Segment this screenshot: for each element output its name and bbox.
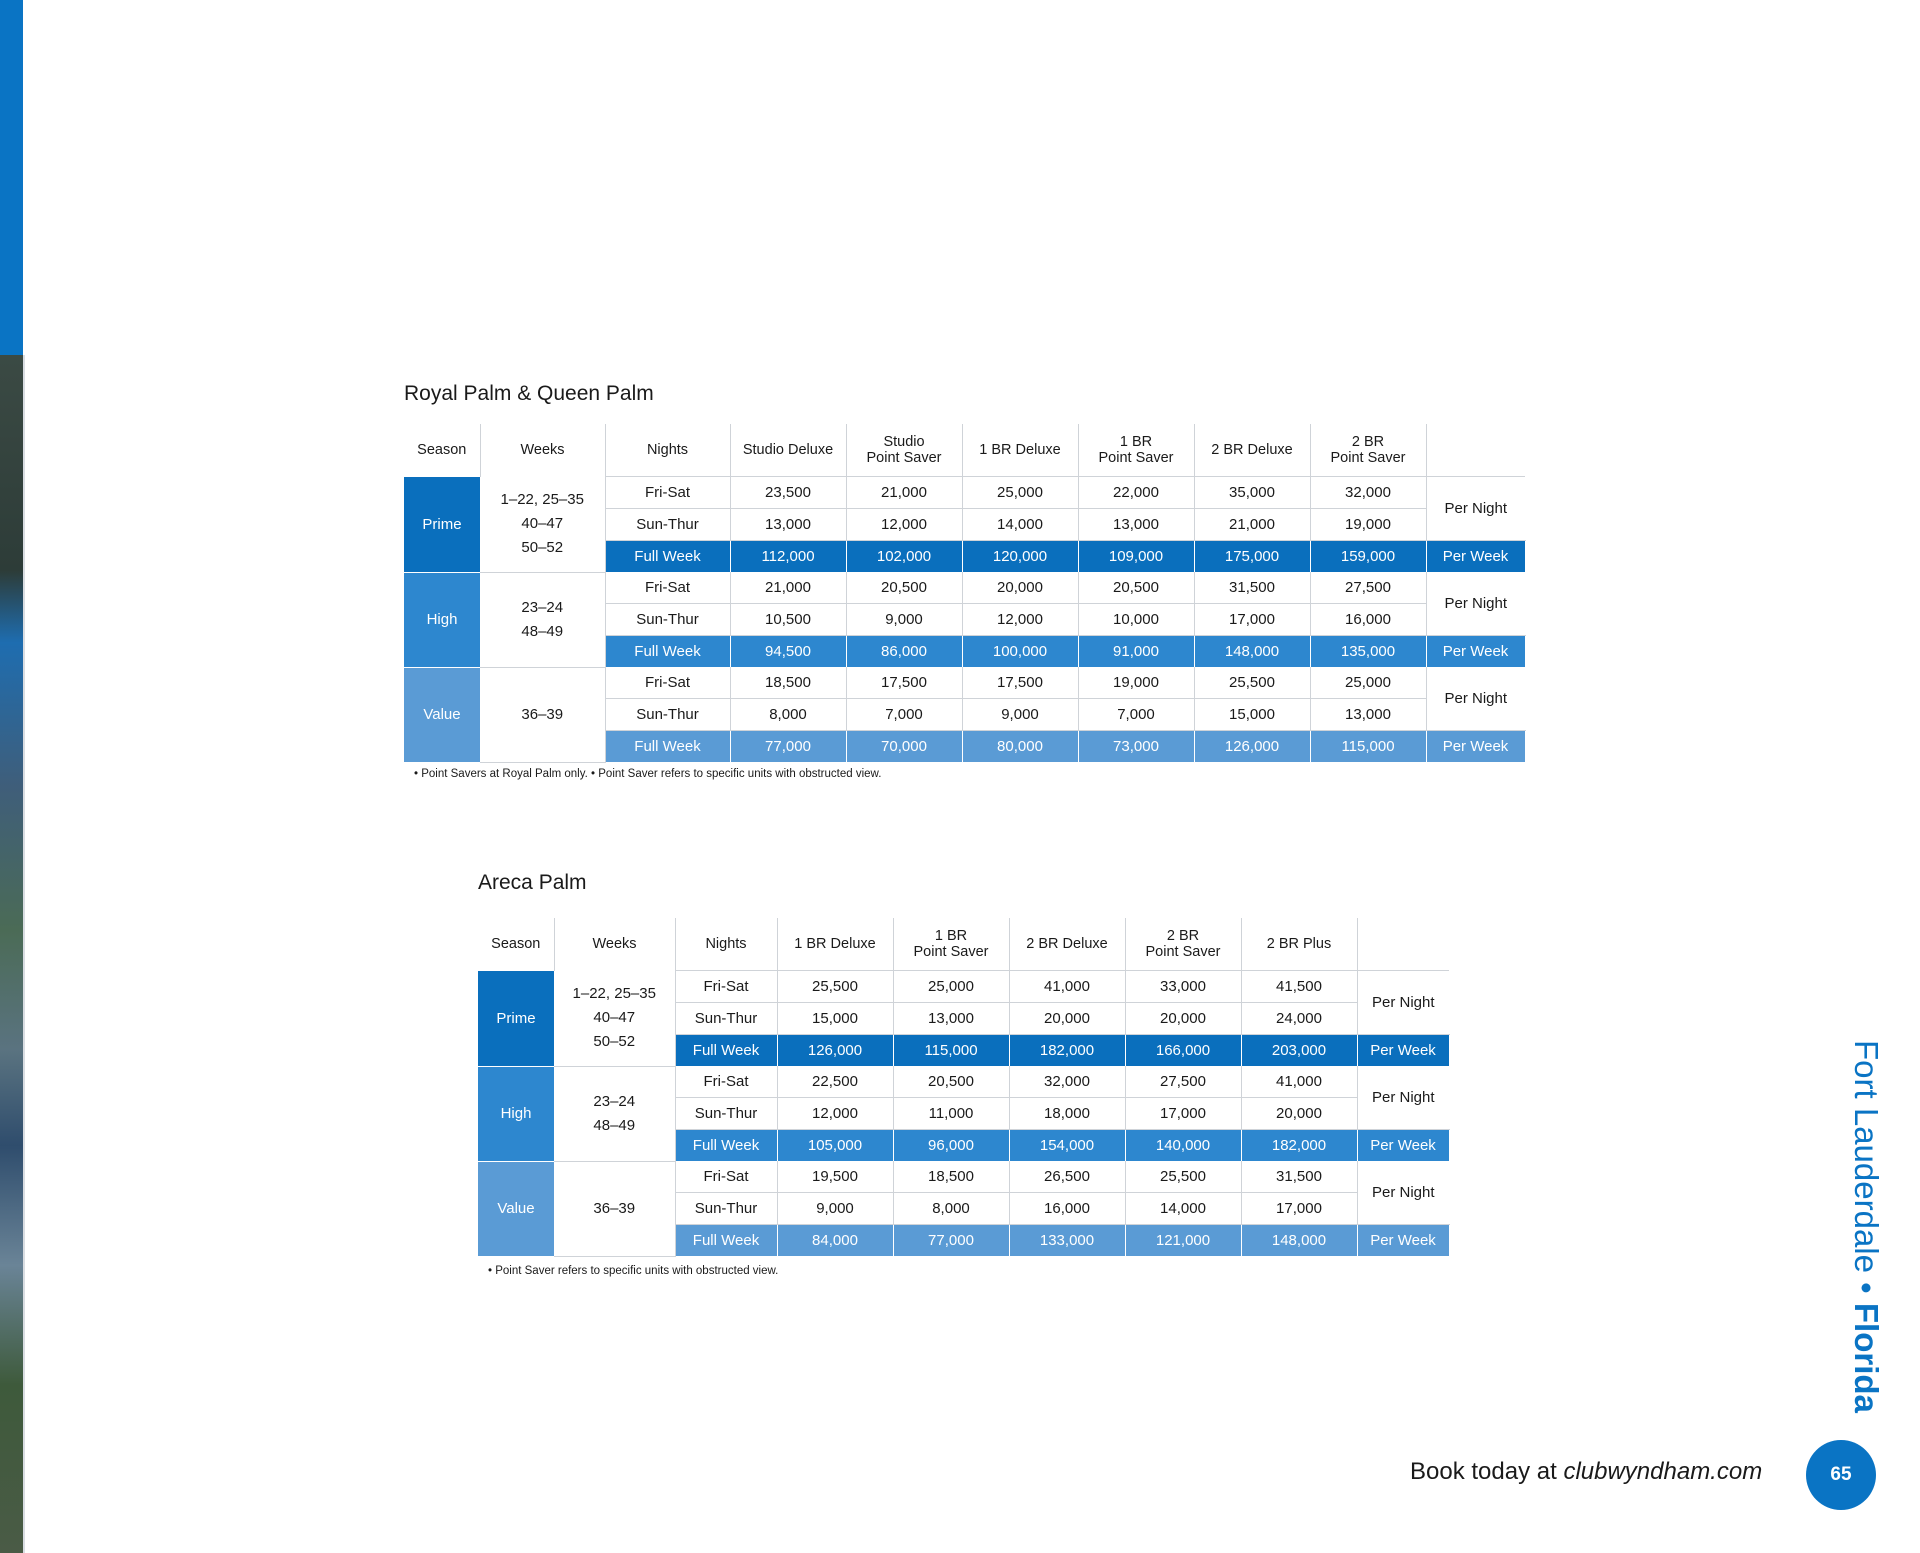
rate-cell: 25,500 bbox=[777, 971, 893, 1003]
rate-cell: 21,000 bbox=[1194, 509, 1310, 541]
rate-cell: 21,000 bbox=[730, 572, 846, 604]
rate-cell: 140,000 bbox=[1125, 1130, 1241, 1162]
rate-cell: 70,000 bbox=[846, 731, 962, 763]
areca-title: Areca Palm bbox=[478, 871, 587, 894]
rate-cell: 154,000 bbox=[1009, 1130, 1125, 1162]
nights-cell: Fri-Sat bbox=[605, 667, 730, 699]
unit-per-night: Per Night bbox=[1357, 1161, 1449, 1225]
table-row bbox=[404, 667, 1525, 699]
rate-cell: 112,000 bbox=[730, 541, 846, 573]
rate-cell: 15,000 bbox=[1194, 699, 1310, 731]
header-studio-point-saver bbox=[846, 424, 962, 477]
areca-rates-table bbox=[478, 918, 1450, 1257]
rate-cell: 9,000 bbox=[846, 604, 962, 636]
rate-cell: 121,000 bbox=[1125, 1225, 1241, 1257]
edge-accent-bar bbox=[0, 0, 23, 355]
rate-cell: 115,000 bbox=[1310, 731, 1426, 763]
weeks-value bbox=[554, 1161, 675, 1256]
page-number-badge: 65 bbox=[1806, 1440, 1876, 1510]
royal-title: Royal Palm & Queen Palm bbox=[404, 382, 654, 405]
rate-cell: 32,000 bbox=[1009, 1066, 1125, 1098]
table-row bbox=[404, 477, 1525, 509]
unit-per-week: Per Week bbox=[1357, 1035, 1449, 1067]
nights-cell: Sun-Thur bbox=[605, 699, 730, 731]
rate-cell: 8,000 bbox=[893, 1193, 1009, 1225]
rate-cell: 102,000 bbox=[846, 541, 962, 573]
header-1br-point-saver bbox=[893, 918, 1009, 971]
weeks-value bbox=[480, 667, 605, 762]
weeks-line: 1–22, 25–35 bbox=[500, 491, 584, 508]
weeks-high bbox=[480, 572, 605, 667]
weeks-high bbox=[554, 1066, 675, 1161]
rate-cell: 126,000 bbox=[1194, 731, 1310, 763]
location-city: Fort Lauderdale bbox=[1848, 1040, 1885, 1273]
header-1br-point-saver bbox=[1078, 424, 1194, 477]
season-value: Value bbox=[404, 667, 480, 762]
unit-per-night: Per Night bbox=[1426, 477, 1525, 541]
edge-photo-strip bbox=[0, 355, 23, 1553]
rate-cell: 94,500 bbox=[730, 636, 846, 668]
rate-cell: 96,000 bbox=[893, 1130, 1009, 1162]
season-high: High bbox=[478, 1066, 554, 1161]
rate-cell: 17,500 bbox=[846, 667, 962, 699]
header-weeks: Weeks bbox=[554, 918, 675, 971]
header-weeks: Weeks bbox=[480, 424, 605, 477]
rate-cell: 35,000 bbox=[1194, 477, 1310, 509]
rate-cell: 19,000 bbox=[1310, 509, 1426, 541]
rate-cell: 91,000 bbox=[1078, 636, 1194, 668]
header-1br-deluxe: 1 BR Deluxe bbox=[962, 424, 1078, 477]
rate-cell: 7,000 bbox=[1078, 699, 1194, 731]
book-prefix: Book today at bbox=[1410, 1458, 1564, 1485]
nights-cell: Fri-Sat bbox=[675, 971, 777, 1003]
unit-per-night: Per Night bbox=[1357, 1066, 1449, 1130]
rate-cell: 25,000 bbox=[893, 971, 1009, 1003]
header-line: 2 BR bbox=[1166, 928, 1200, 944]
season-value: Value bbox=[478, 1161, 554, 1256]
unit-per-week: Per Week bbox=[1357, 1130, 1449, 1162]
unit-per-night: Per Night bbox=[1426, 667, 1525, 731]
weeks-line: 50–52 bbox=[593, 1033, 636, 1050]
edge-divider bbox=[23, 355, 25, 1553]
rate-cell: 126,000 bbox=[777, 1035, 893, 1067]
areca-header-row bbox=[478, 918, 1449, 971]
header-line: Point Saver bbox=[866, 450, 942, 466]
rate-cell: 175,000 bbox=[1194, 541, 1310, 573]
weeks-line: 1–22, 25–35 bbox=[572, 985, 656, 1002]
location-state: Florida bbox=[1848, 1302, 1885, 1413]
rate-cell: 166,000 bbox=[1125, 1035, 1241, 1067]
nights-cell: Sun-Thur bbox=[675, 1193, 777, 1225]
header-nights: Nights bbox=[605, 424, 730, 477]
rate-cell: 20,000 bbox=[1125, 1003, 1241, 1035]
rate-cell: 25,500 bbox=[1125, 1161, 1241, 1193]
rate-cell: 15,000 bbox=[777, 1003, 893, 1035]
header-line: Point Saver bbox=[1330, 450, 1406, 466]
rate-cell: 73,000 bbox=[1078, 731, 1194, 763]
location-separator: • bbox=[1848, 1282, 1885, 1294]
rate-cell: 13,000 bbox=[730, 509, 846, 541]
rate-cell: 41,000 bbox=[1009, 971, 1125, 1003]
rate-cell: 19,000 bbox=[1078, 667, 1194, 699]
nights-cell: Fri-Sat bbox=[605, 572, 730, 604]
nights-cell: Sun-Thur bbox=[605, 604, 730, 636]
rate-cell: 12,000 bbox=[846, 509, 962, 541]
header-line: 1 BR bbox=[934, 928, 968, 944]
rate-cell: 33,000 bbox=[1125, 971, 1241, 1003]
unit-per-week: Per Week bbox=[1426, 541, 1525, 573]
rate-cell: 23,500 bbox=[730, 477, 846, 509]
nights-cell: Full Week bbox=[605, 636, 730, 668]
areca-footnote: • Point Saver refers to specific units with obstructed view. bbox=[488, 1265, 779, 1277]
unit-per-week: Per Week bbox=[1357, 1225, 1449, 1257]
rate-cell: 18,500 bbox=[893, 1161, 1009, 1193]
rate-cell: 25,500 bbox=[1194, 667, 1310, 699]
header-season: Season bbox=[478, 918, 554, 971]
weeks-line: 40–47 bbox=[593, 1009, 636, 1026]
rate-cell: 86,000 bbox=[846, 636, 962, 668]
nights-cell: Full Week bbox=[605, 541, 730, 573]
weeks-prime bbox=[554, 971, 675, 1067]
weeks-line: 40–47 bbox=[521, 515, 564, 532]
nights-cell: Full Week bbox=[675, 1035, 777, 1067]
rate-cell: 80,000 bbox=[962, 731, 1078, 763]
header-line: Point Saver bbox=[1098, 450, 1174, 466]
header-unit bbox=[1426, 424, 1525, 477]
unit-per-week: Per Week bbox=[1426, 731, 1525, 763]
weeks-line: 36–39 bbox=[593, 1199, 636, 1217]
rate-cell: 159,000 bbox=[1310, 541, 1426, 573]
rate-cell: 10,000 bbox=[1078, 604, 1194, 636]
rate-cell: 41,500 bbox=[1241, 971, 1357, 1003]
rate-cell: 17,500 bbox=[962, 667, 1078, 699]
rate-cell: 109,000 bbox=[1078, 541, 1194, 573]
unit-per-night: Per Night bbox=[1426, 572, 1525, 636]
rate-cell: 18,500 bbox=[730, 667, 846, 699]
nights-cell: Full Week bbox=[605, 731, 730, 763]
rate-cell: 18,000 bbox=[1009, 1098, 1125, 1130]
nights-cell: Full Week bbox=[675, 1130, 777, 1162]
rate-cell: 13,000 bbox=[1078, 509, 1194, 541]
header-line: Studio bbox=[883, 434, 925, 450]
rate-cell: 25,000 bbox=[1310, 667, 1426, 699]
royal-header-row bbox=[404, 424, 1525, 477]
table-row bbox=[478, 1066, 1449, 1098]
nights-cell: Fri-Sat bbox=[605, 477, 730, 509]
rate-cell: 11,000 bbox=[893, 1098, 1009, 1130]
rate-cell: 182,000 bbox=[1241, 1130, 1357, 1162]
rate-cell: 12,000 bbox=[962, 604, 1078, 636]
header-2br-deluxe: 2 BR Deluxe bbox=[1009, 918, 1125, 971]
header-2br-point-saver bbox=[1125, 918, 1241, 971]
header-line: Point Saver bbox=[1145, 944, 1221, 960]
rate-cell: 21,000 bbox=[846, 477, 962, 509]
header-season: Season bbox=[404, 424, 480, 477]
rate-cell: 26,500 bbox=[1009, 1161, 1125, 1193]
weeks-line: 23–24 bbox=[593, 1092, 636, 1110]
rate-cell: 105,000 bbox=[777, 1130, 893, 1162]
rate-cell: 14,000 bbox=[1125, 1193, 1241, 1225]
rate-cell: 20,000 bbox=[962, 572, 1078, 604]
header-1br-deluxe: 1 BR Deluxe bbox=[777, 918, 893, 971]
rate-cell: 17,000 bbox=[1241, 1193, 1357, 1225]
rate-cell: 14,000 bbox=[962, 509, 1078, 541]
rate-cell: 100,000 bbox=[962, 636, 1078, 668]
rate-cell: 8,000 bbox=[730, 699, 846, 731]
rate-cell: 17,000 bbox=[1125, 1098, 1241, 1130]
nights-cell: Sun-Thur bbox=[675, 1098, 777, 1130]
book-url-link[interactable]: clubwyndham.com bbox=[1563, 1458, 1763, 1485]
location-side-label bbox=[1838, 1040, 1894, 1420]
rate-cell: 148,000 bbox=[1241, 1225, 1357, 1257]
rate-cell: 77,000 bbox=[893, 1225, 1009, 1257]
rate-cell: 31,500 bbox=[1241, 1161, 1357, 1193]
weeks-line: 36–39 bbox=[521, 705, 564, 723]
rate-cell: 77,000 bbox=[730, 731, 846, 763]
rate-cell: 12,000 bbox=[777, 1098, 893, 1130]
rate-cell: 135,000 bbox=[1310, 636, 1426, 668]
royal-footnote: • Point Savers at Royal Palm only. • Point Saver refers to specific units with obstructed view. bbox=[414, 768, 882, 780]
header-studio-deluxe: Studio Deluxe bbox=[730, 424, 846, 477]
rate-cell: 22,500 bbox=[777, 1066, 893, 1098]
rate-cell: 20,500 bbox=[1078, 572, 1194, 604]
rate-cell: 31,500 bbox=[1194, 572, 1310, 604]
header-2br-point-saver bbox=[1310, 424, 1426, 477]
rate-cell: 182,000 bbox=[1009, 1035, 1125, 1067]
weeks-line: 50–52 bbox=[521, 539, 564, 556]
rate-cell: 13,000 bbox=[1310, 699, 1426, 731]
rate-cell: 16,000 bbox=[1310, 604, 1426, 636]
rate-cell: 9,000 bbox=[777, 1193, 893, 1225]
book-today-line bbox=[1410, 1458, 1762, 1486]
rate-cell: 22,000 bbox=[1078, 477, 1194, 509]
rate-cell: 148,000 bbox=[1194, 636, 1310, 668]
royal-rates-table bbox=[404, 424, 1526, 763]
rate-cell: 20,500 bbox=[846, 572, 962, 604]
unit-per-week: Per Week bbox=[1426, 636, 1525, 668]
header-line: Point Saver bbox=[913, 944, 989, 960]
table-row bbox=[478, 971, 1449, 1003]
season-prime: Prime bbox=[478, 971, 554, 1067]
nights-cell: Sun-Thur bbox=[605, 509, 730, 541]
rate-cell: 20,000 bbox=[1241, 1098, 1357, 1130]
rate-cell: 9,000 bbox=[962, 699, 1078, 731]
header-2br-plus: 2 BR Plus bbox=[1241, 918, 1357, 971]
rate-cell: 25,000 bbox=[962, 477, 1078, 509]
weeks-line: 23–24 bbox=[521, 598, 564, 616]
header-unit bbox=[1357, 918, 1449, 971]
rate-cell: 19,500 bbox=[777, 1161, 893, 1193]
rate-cell: 41,000 bbox=[1241, 1066, 1357, 1098]
rate-cell: 203,000 bbox=[1241, 1035, 1357, 1067]
nights-cell: Sun-Thur bbox=[675, 1003, 777, 1035]
rate-cell: 17,000 bbox=[1194, 604, 1310, 636]
rate-cell: 20,500 bbox=[893, 1066, 1009, 1098]
rate-cell: 84,000 bbox=[777, 1225, 893, 1257]
rate-cell: 16,000 bbox=[1009, 1193, 1125, 1225]
nights-cell: Full Week bbox=[675, 1225, 777, 1257]
weeks-line: 48–49 bbox=[593, 1116, 636, 1134]
rate-cell: 27,500 bbox=[1310, 572, 1426, 604]
rate-cell: 20,000 bbox=[1009, 1003, 1125, 1035]
rate-cell: 32,000 bbox=[1310, 477, 1426, 509]
nights-cell: Fri-Sat bbox=[675, 1161, 777, 1193]
weeks-prime bbox=[480, 477, 605, 573]
season-prime: Prime bbox=[404, 477, 480, 573]
unit-per-night: Per Night bbox=[1357, 971, 1449, 1035]
rate-cell: 115,000 bbox=[893, 1035, 1009, 1067]
rate-cell: 10,500 bbox=[730, 604, 846, 636]
rate-cell: 27,500 bbox=[1125, 1066, 1241, 1098]
rate-cell: 133,000 bbox=[1009, 1225, 1125, 1257]
nights-cell: Fri-Sat bbox=[675, 1066, 777, 1098]
header-2br-deluxe: 2 BR Deluxe bbox=[1194, 424, 1310, 477]
table-row bbox=[478, 1161, 1449, 1193]
table-row bbox=[404, 572, 1525, 604]
header-line: 2 BR bbox=[1351, 434, 1385, 450]
header-line: 1 BR bbox=[1119, 434, 1153, 450]
rate-cell: 120,000 bbox=[962, 541, 1078, 573]
rate-cell: 13,000 bbox=[893, 1003, 1009, 1035]
header-nights: Nights bbox=[675, 918, 777, 971]
season-high: High bbox=[404, 572, 480, 667]
location-side-text bbox=[1838, 1040, 1894, 1413]
rate-cell: 7,000 bbox=[846, 699, 962, 731]
rate-cell: 24,000 bbox=[1241, 1003, 1357, 1035]
weeks-line: 48–49 bbox=[521, 622, 564, 640]
